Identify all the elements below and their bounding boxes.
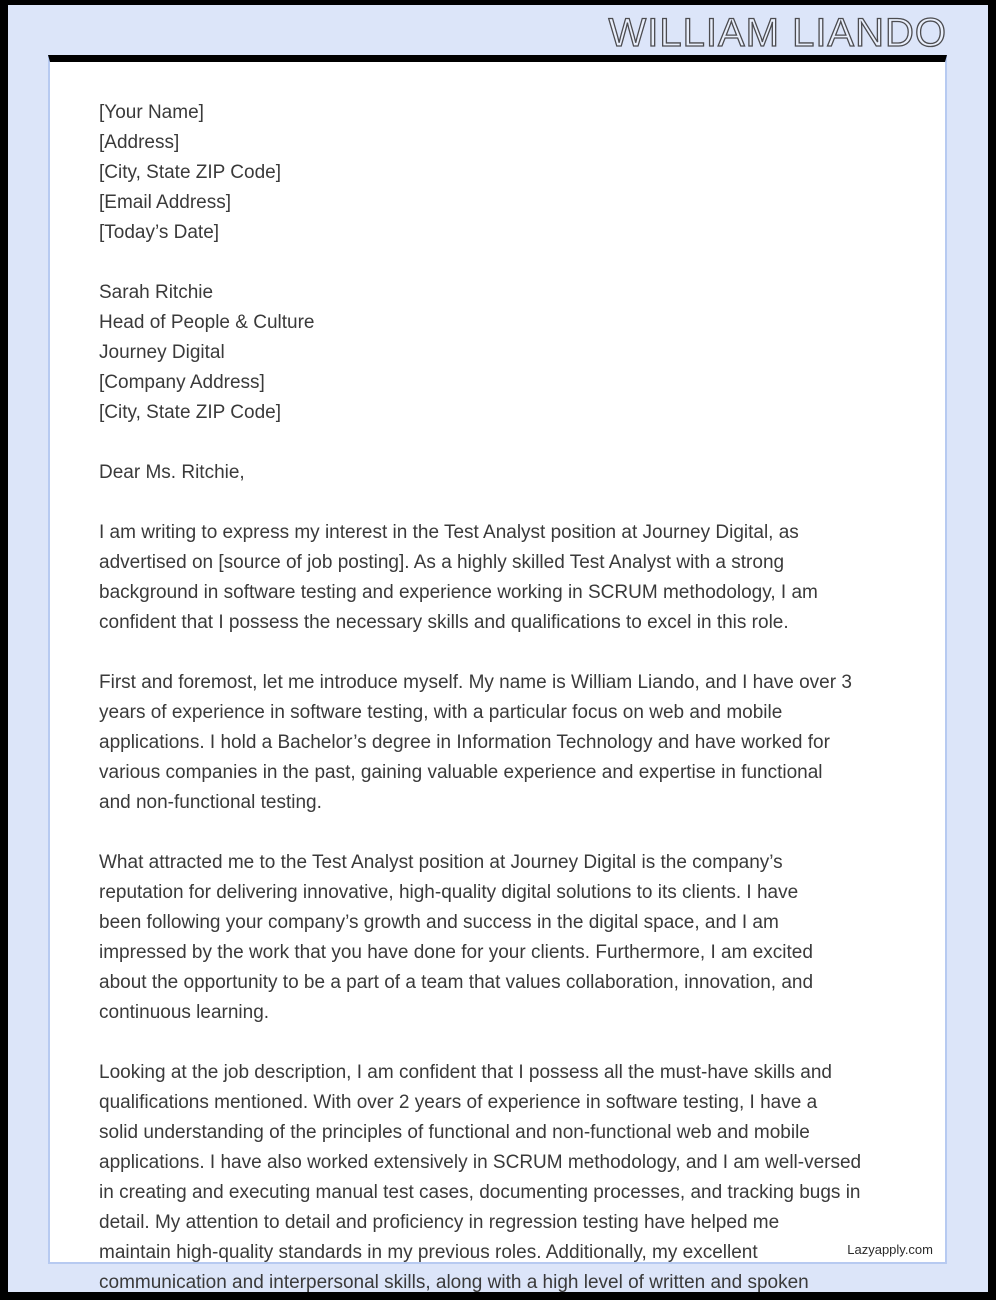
- letter-line: [Email Address]: [99, 192, 231, 213]
- letter-line: [City, State ZIP Code]: [99, 402, 281, 423]
- watermark: Lazyapply.com: [847, 1242, 933, 1257]
- letter-line: in creating and executing manual test cases, documenting processes, and tracking bugs in: [99, 1182, 861, 1203]
- letter-line: continuous learning.: [99, 1002, 270, 1023]
- letter-line: qualifications mentioned. With over 2 years of experience in software testing, I have a: [99, 1092, 818, 1113]
- letter-line: applications. I have also worked extensively in SCRUM methodology, and I am well-versed: [99, 1152, 862, 1173]
- letter-line: detail. My attention to detail and proficiency in regression testing have helped me: [99, 1212, 780, 1233]
- letter-line: been following your company’s growth and success in the digital space, and I am: [99, 912, 779, 933]
- letter-line: [Today’s Date]: [99, 222, 220, 243]
- letter-body: [50, 62, 945, 1298]
- letter-line: solid understanding of the principles of functional and non-functional web and mobile: [99, 1122, 810, 1143]
- letter-line: impressed by the work that you have done for your clients. Furthermore, I am excited: [99, 942, 813, 963]
- letter-line: various companies in the past, gaining valuable experience and expertise in functional: [99, 762, 823, 783]
- letter-line: [Address]: [99, 132, 180, 153]
- letter-line: advertised on [source of job posting]. As a highly skilled Test Analyst with a strong: [99, 552, 785, 573]
- letter-line: Journey Digital: [99, 342, 225, 363]
- paragraph-1: [99, 518, 945, 638]
- paragraph-3: [99, 848, 945, 1028]
- salutation: [99, 458, 945, 488]
- letter-line: reputation for delivering innovative, high-quality digital solutions to its clients. I have: [99, 882, 799, 903]
- letter-line: communication and interpersonal skills, along with a high level of written and spoken: [99, 1272, 809, 1293]
- letter-line: First and foremost, let me introduce myself. My name is William Liando, and I have over 3: [99, 672, 852, 693]
- paragraph-2: [99, 668, 945, 818]
- letter-line: What attracted me to the Test Analyst position at Journey Digital is the company’s: [99, 852, 783, 873]
- paragraph-4: [99, 1058, 945, 1298]
- letter-page: [48, 55, 947, 1293]
- letter-line: about the opportunity to be a part of a team that values collaboration, innovation, and: [99, 972, 814, 993]
- letter-line: I am writing to express my interest in the Test Analyst position at Journey Digital, as: [99, 522, 799, 543]
- letter-line: years of experience in software testing, with a particular focus on web and mobile: [99, 702, 783, 723]
- recipient-address-block: [99, 278, 945, 428]
- sender-address-block: [99, 98, 945, 248]
- letter-line: [Your Name]: [99, 102, 204, 123]
- letter-line: Dear Ms. Ritchie,: [99, 462, 245, 483]
- letter-line: maintain high-quality standards in my previous roles. Additionally, my excellent: [99, 1242, 758, 1263]
- letter-line: Looking at the job description, I am confident that I possess all the must-have skills and: [99, 1062, 832, 1083]
- page-title: WILLIAM LIANDO: [608, 11, 947, 55]
- letter-line: [City, State ZIP Code]: [99, 162, 281, 183]
- letter-line: Head of People & Culture: [99, 312, 315, 333]
- letter-line: [Company Address]: [99, 372, 265, 393]
- letter-line: confident that I possess the necessary skills and qualifications to excel in this role.: [99, 612, 789, 633]
- letter-line: background in software testing and experience working in SCRUM methodology, I am: [99, 582, 818, 603]
- letter-line: applications. I hold a Bachelor’s degree in Information Technology and have worked for: [99, 732, 830, 753]
- letter-line: and non-functional testing.: [99, 792, 322, 813]
- letter-line: Sarah Ritchie: [99, 282, 214, 303]
